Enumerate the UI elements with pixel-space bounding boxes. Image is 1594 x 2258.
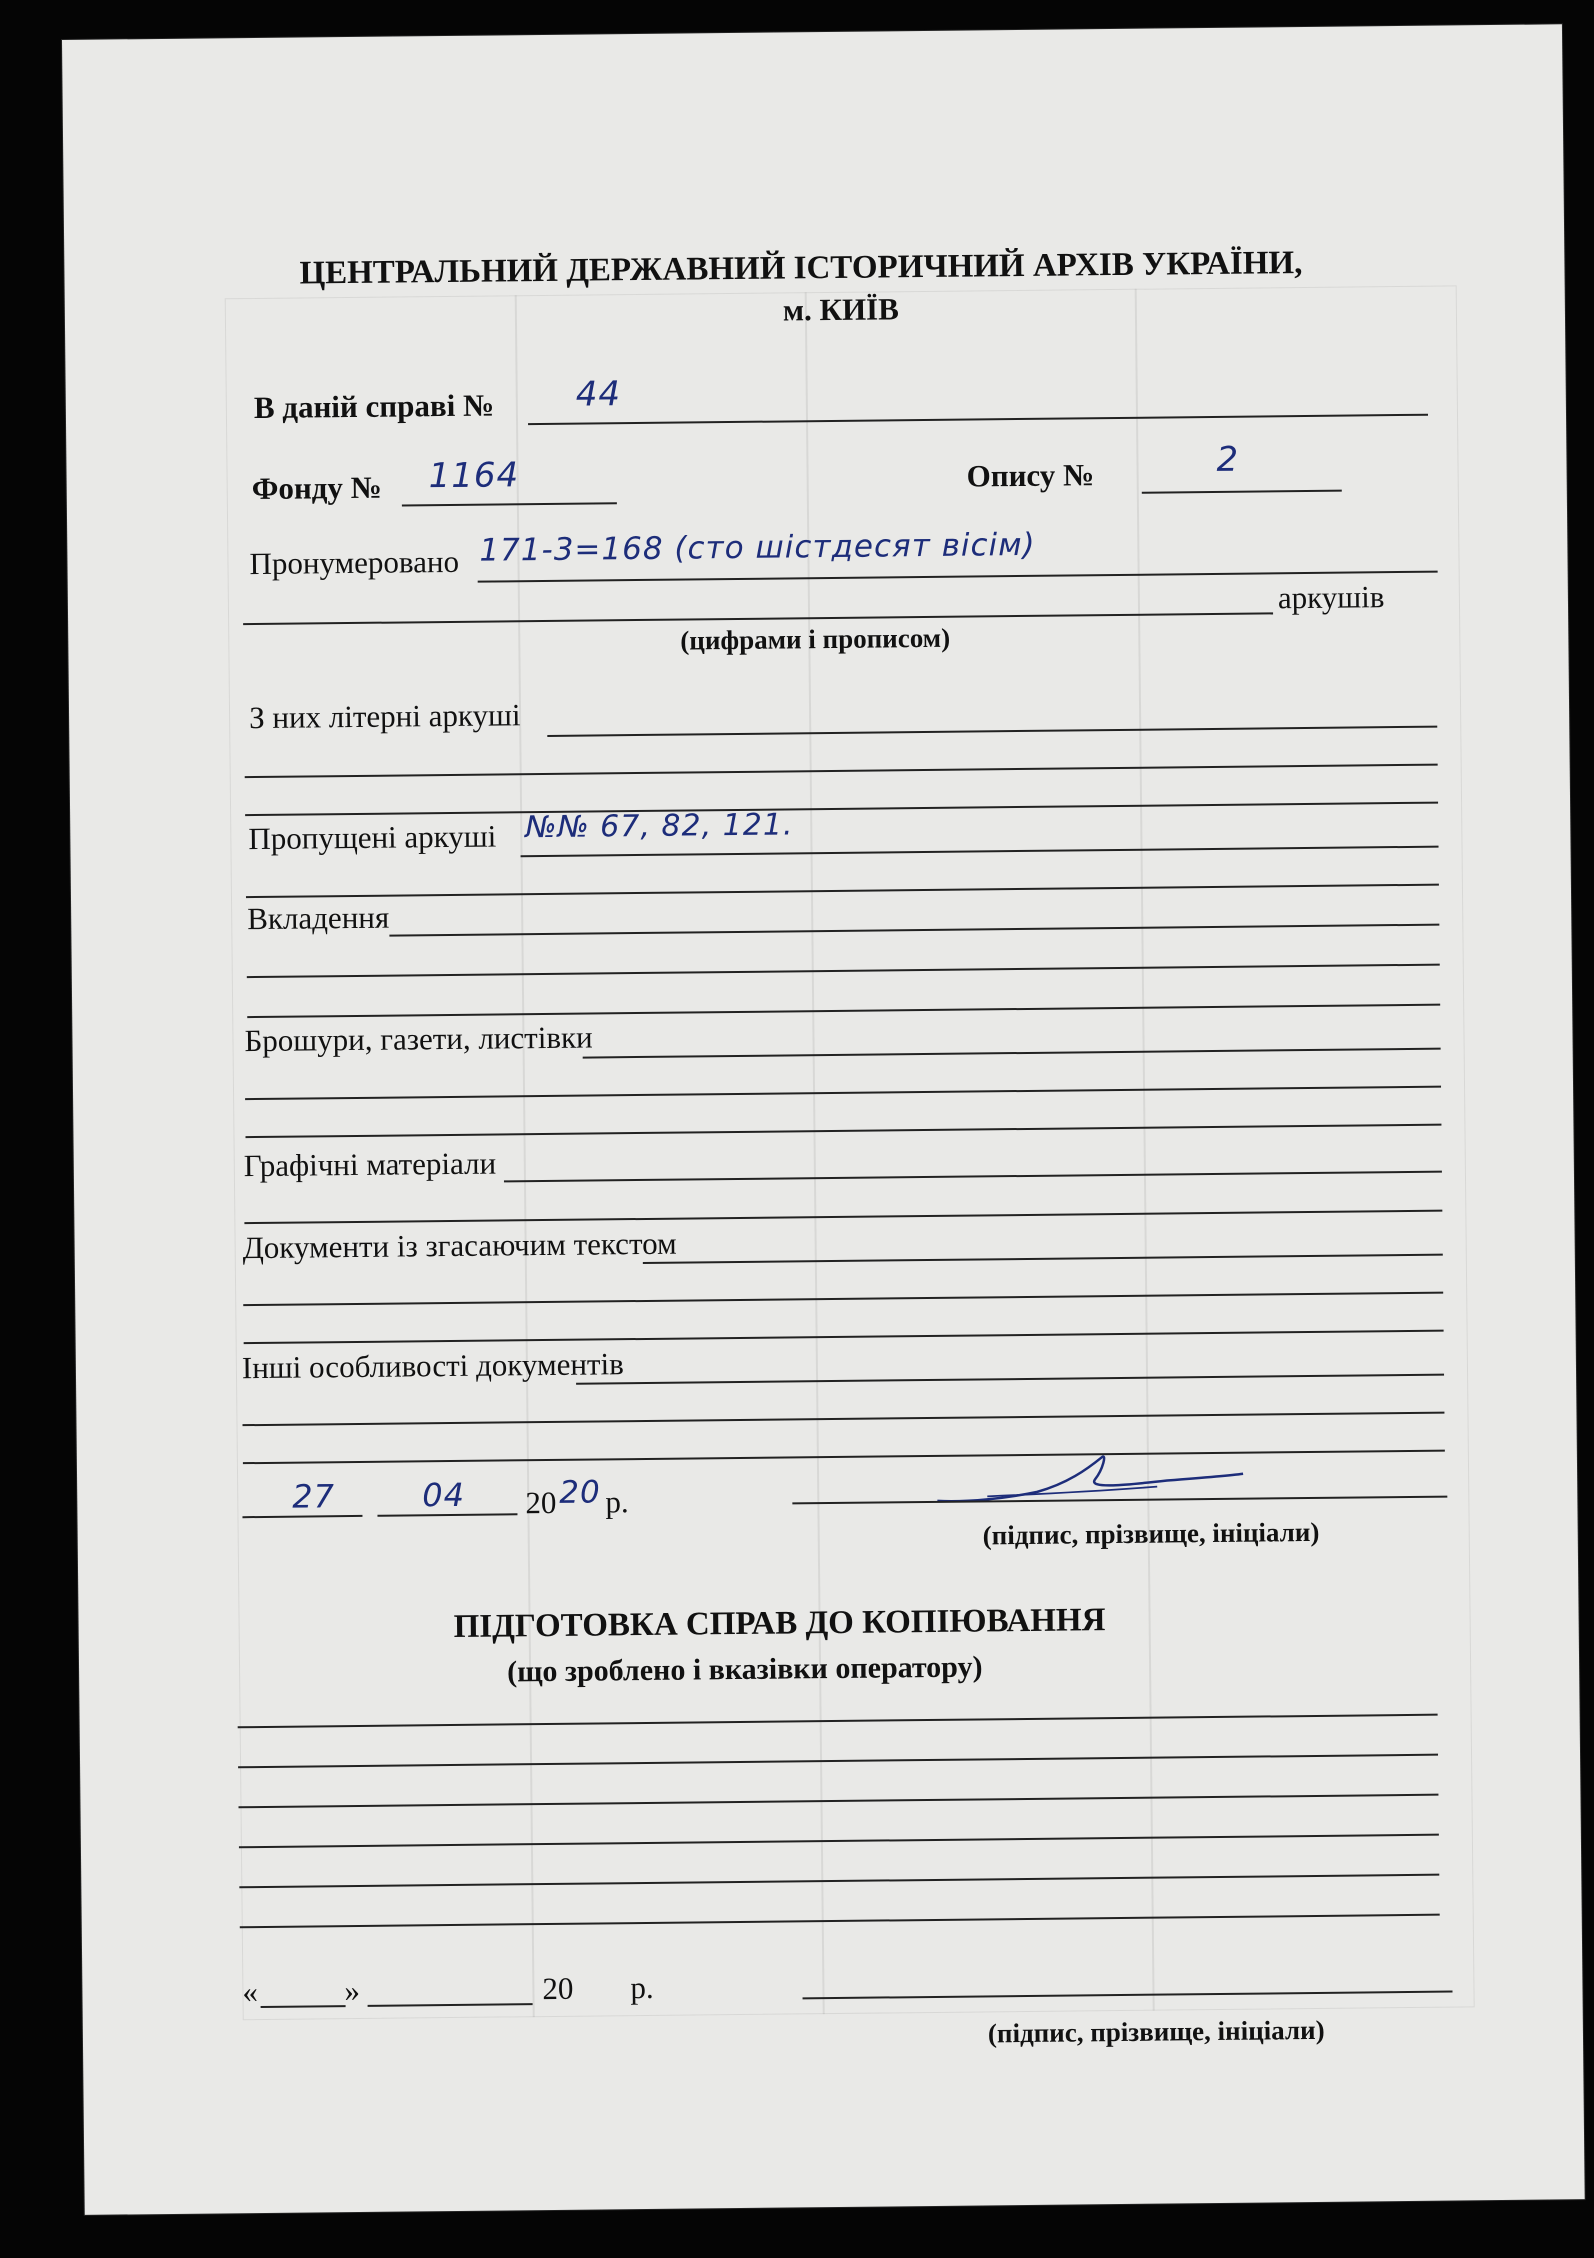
case-value: 44 <box>575 374 622 415</box>
date2-close-quote: » <box>344 1972 361 2009</box>
missing-sheets-label: Пропущені аркуші <box>248 818 497 857</box>
signature1-caption: (підпис, прізвище, ініціали) <box>982 1516 1320 1551</box>
letter-sheets-label: З них літерні аркуші <box>248 697 521 736</box>
numbered-suffix: аркушів <box>1277 579 1385 616</box>
document-sheet <box>62 24 1585 2215</box>
brochures-label: Брошури, газети, листівки <box>244 1019 593 1059</box>
fund-value: 1164 <box>428 455 520 497</box>
date2-open-quote: « <box>242 1974 259 2010</box>
missing-sheets-value: №№ 67, 82, 121. <box>525 807 794 846</box>
date1-month: 04 <box>422 1475 466 1515</box>
case-label: В даній справі № <box>253 387 495 426</box>
numbered-label: Пронумеровано <box>249 543 460 582</box>
graphics-label: Графічні матеріали <box>243 1145 497 1184</box>
other-label: Інші особливості документів <box>241 1346 624 1386</box>
inventory-value: 2 <box>1216 439 1240 480</box>
numbered-hint: (цифрами і прописом) <box>680 622 951 656</box>
date1-year-prefix: 20 <box>525 1484 557 1521</box>
prep-subtitle: (що зроблено і вказівки оператору) <box>506 1650 983 1689</box>
date2-suffix: р. <box>630 1969 654 2006</box>
date1-suffix: р. <box>605 1484 629 1520</box>
date1-year-hw: 20 <box>559 1474 601 1511</box>
fading-docs-label: Документи із згасаючим текстом <box>242 1225 677 1266</box>
prep-title: ПІДГОТОВКА СПРАВ ДО КОПІЮВАННЯ <box>453 1602 1106 1645</box>
archive-city: м. КИЇВ <box>782 291 899 328</box>
signature-1 <box>927 1438 1248 1521</box>
date2-year-prefix: 20 <box>542 1970 574 2007</box>
archive-title: ЦЕНТРАЛЬНИЙ ДЕРЖАВНИЙ ІСТОРИЧНИЙ АРХІВ УКРАЇНИ, <box>299 245 1303 292</box>
numbered-value: 171-3=168 (сто шістдесят вісім) <box>479 526 1036 569</box>
date1-day: 27 <box>292 1477 336 1516</box>
attachments-label: Вкладення <box>247 899 390 937</box>
inventory-label: Опису № <box>966 457 1095 494</box>
fund-label: Фонду № <box>251 469 382 507</box>
signature2-caption: (підпис, прізвище, ініціали) <box>987 2014 1325 2049</box>
